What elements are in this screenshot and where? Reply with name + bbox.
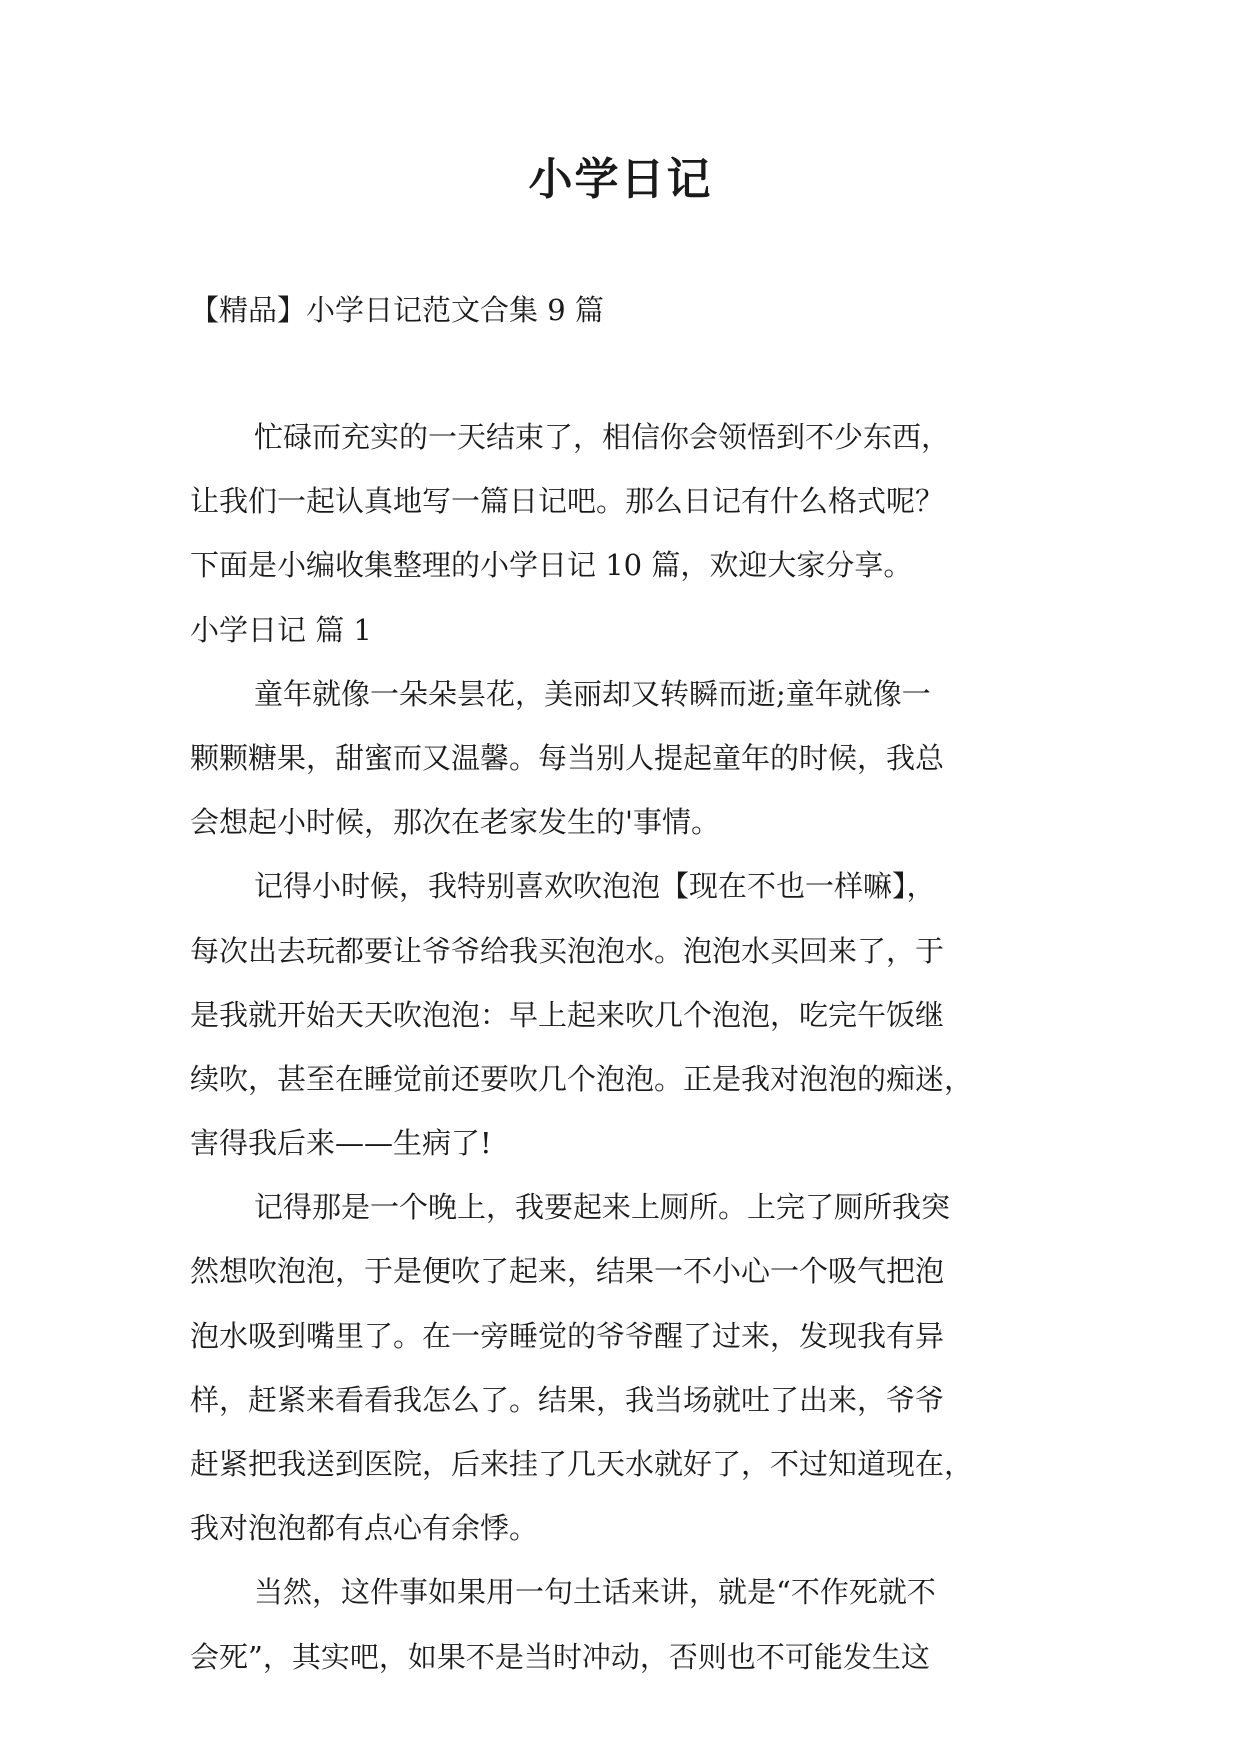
text-line: 童年就像一朵朵昙花，美丽却又转瞬而逝;童年就像一 (254, 676, 931, 711)
text-line: 忙碌而充实的一天结束了，相信你会领悟到不少东西， (254, 420, 951, 454)
document-body (190, 405, 1070, 1689)
text-line: 会想起小时候，那次在老家发生的'事情。 (190, 805, 720, 840)
text-line: 记得小时候，我特别喜欢吹泡泡【现在不也一样嘛】， (254, 869, 936, 904)
document-title: 小学日记 (528, 154, 713, 205)
text-line: 是我就开始天天吹泡泡：早上起来吹几个泡泡，吃完午饭继 (190, 997, 945, 1032)
text-line: 样，赶紧来看看我怎么了。结果，我当场就吐了出来，爷爷 (190, 1382, 945, 1417)
text-line: 泡水吸到嘴里了。在一旁睡觉的爷爷醒了过来，发现我有异 (190, 1318, 945, 1353)
section-heading: 小学日记 篇 1 (190, 612, 372, 647)
text-line: 我对泡泡都有点心有余悸。 (190, 1511, 539, 1546)
text-line: 颗颗糖果，甜蜜而又温馨。每当别人提起童年的时候，我总 (190, 740, 945, 775)
text-line: 然想吹泡泡，于是便吹了起来，结果一不小心一个吸气把泡 (190, 1254, 945, 1289)
text-line: 每次出去玩都要让爷爷给我买泡泡水。泡泡水买回来了，于 (190, 933, 945, 968)
text-line: 害得我后来——生病了! (190, 1126, 492, 1161)
text-line: 当然，这件事如果用一句土话来讲，就是“不作死就不 (254, 1575, 936, 1610)
text-line: 记得那是一个晚上，我要起来上厕所。上完了厕所我突 (254, 1190, 951, 1225)
text-line: 让我们一起认真地写一篇日记吧。那么日记有什么格式呢？ (190, 484, 945, 519)
text-line: 下面是小编收集整理的小学日记 10 篇，欢迎大家分享。 (190, 548, 913, 583)
text-line: 赶紧把我送到医院，后来挂了几天水就好了，不过知道现在， (190, 1447, 974, 1481)
text-line: 会死”，其实吧，如果不是当时冲动，否则也不可能发生这 (190, 1639, 930, 1674)
text-line: 续吹，甚至在睡觉前还要吹几个泡泡。正是我对泡泡的痴迷， (190, 1061, 974, 1096)
document-subtitle: 【精品】小学日记范文合集 9 篇 (190, 293, 604, 327)
